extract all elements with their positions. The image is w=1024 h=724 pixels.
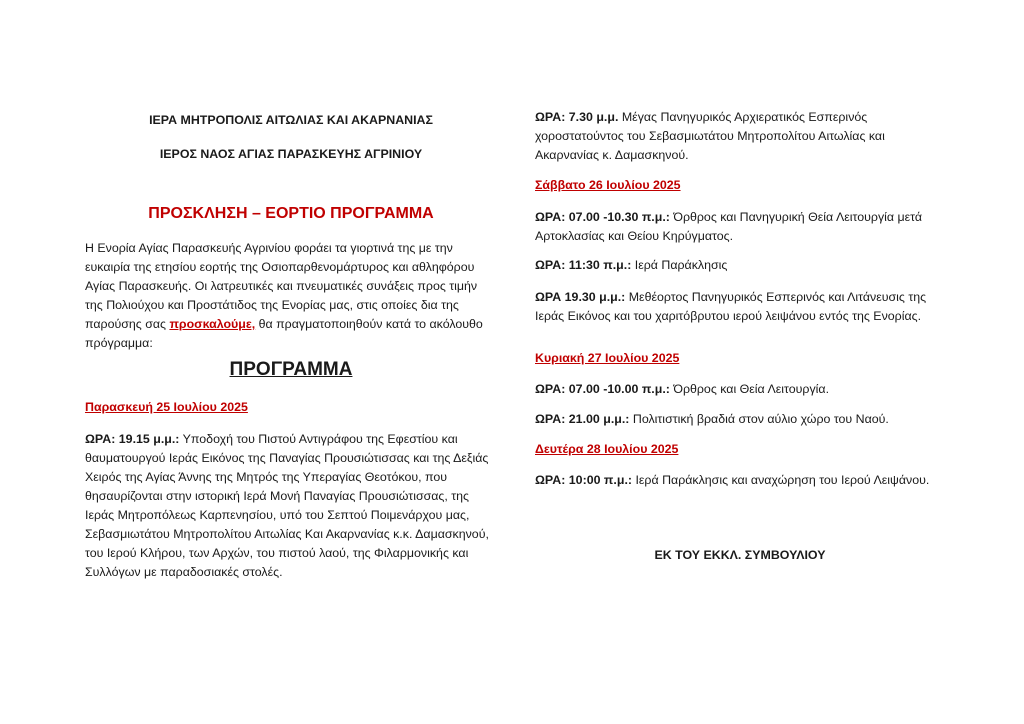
- intro-text-before: Η Ενορία Αγίας Παρασκευής Αγρινίου φοράει τα γιορτινά της με την ευκαιρία της ετησίου εορτής της Οσιοπαρθενομάρτυρος και αθληφόρου Αγίας Παρασκευής. Οι λατρευτικές και πνευματικές συνάξεις προς τιμήν της Πολιούχου και Προστάτιδος της Ενορίας μας, στις οποίες δια της παρούσης σας: [85, 241, 478, 331]
- day-header-saturday: Σάββατο 26 Ιουλίου 2025: [535, 178, 681, 192]
- schedule-entry: [535, 410, 945, 429]
- entry-text: Ιερά Παράκλησις: [631, 258, 728, 272]
- schedule-entry: [535, 471, 945, 490]
- entry-text: Όρθρος και Πανηγυρική Θεία Λειτουργία μετά Αρτοκλασίας και Θείου Κηρύγματος.: [535, 210, 923, 243]
- schedule-entry: [85, 430, 497, 582]
- schedule-entry: [535, 208, 945, 246]
- day-header-monday: Δευτέρα 28 Ιουλίου 2025: [535, 442, 679, 456]
- entry-text: Πολιτιστική βραδιά στον αύλιο χώρο του Ναού.: [629, 412, 889, 426]
- schedule-entry: [535, 380, 945, 399]
- intro-text-after: θα πραγματοποιηθούν κατά το ακόλουθο πρόγραμμα:: [85, 317, 483, 350]
- entry-time: ΩΡΑ: 7.30 μ.μ.: [535, 110, 619, 124]
- document-title: ΠΡΟΣΚΛΗΣΗ – ΕΟΡΤΙΟ ΠΡΟΓΡΑΜΜΑ: [148, 205, 434, 222]
- entry-text: Μέγας Πανηγυρικός Αρχιερατικός Εσπερινός χοροστατούντος του Σεβασμιωτάτου Μητροπολίτου Αιτωλίας και Ακαρνανίας κ. Δαμασκηνού.: [535, 110, 885, 162]
- entry-text: Μεθέορτος Πανηγυρικός Εσπερινός και Λιτάνευσις της Ιεράς Εικόνος και του χαριτόβρυτου ιερού λειψάνου εντός της Ενορίας.: [535, 290, 927, 323]
- entry-time: ΩΡΑ: 07.00 -10.00 π.μ.:: [535, 382, 670, 396]
- intro-paragraph: [85, 239, 497, 353]
- entry-text: Όρθρος και Θεία Λειτουργία.: [669, 382, 830, 396]
- signature: ΕΚ ΤΟΥ ΕΚΚΛ. ΣΥΜΒΟΥΛΙΟΥ: [654, 548, 826, 562]
- day-header-friday: Παρασκευή 25 Ιουλίου 2025: [85, 400, 248, 414]
- entry-time: ΩΡΑ: 21.00 μ.μ.:: [535, 412, 630, 426]
- day-header-sunday: Κυριακή 27 Ιουλίου 2025: [535, 351, 680, 365]
- schedule-entry: [535, 288, 945, 326]
- entry-time: ΩΡΑ: 19.15 μ.μ.:: [85, 432, 180, 446]
- intro-highlight: προσκαλούμε,: [169, 317, 256, 331]
- entry-time: ΩΡΑ: 10:00 π.μ.:: [535, 473, 633, 487]
- entry-text: Υποδοχή του Πιστού Αντιγράφου της Εφεστίου και θαυματουργού Ιεράς Εικόνος της Παναγίας Προυσιώτισσας και της Δεξιάς Χειρός της Αγίας Άννης της Μητρός της Υπεραγίας Θεοτόκου, που θησαυρίζονται στην ιστορική Ιερά Μονή Παναγίας Προυσιώτισσας, της Ιεράς Μητροπόλεως Καρπενησίου, υπό του Σεπτού Ποιμενάρχου μας, Σεβασμιωτάτου Μητροπολίτου Αιτωλίας Και Ακαρνανίας κ.κ. Δαμασκηνού, του Ιερού Κλήρου, των Αρχών, του πιστού λαού, της Φιλαρμονικής και Συλλόγων με παραδοσιακές στολές.: [85, 432, 489, 579]
- header-line-1: ΙΕΡΑ ΜΗΤΡΟΠΟΛΙΣ ΑΙΤΩΛΙΑΣ ΚΑΙ ΑΚΑΡΝΑΝΙΑΣ: [149, 113, 433, 127]
- entry-time: ΩΡΑ 19.30 μ.μ.:: [535, 290, 626, 304]
- schedule-entry: [535, 108, 945, 165]
- entry-time: ΩΡΑ: 11:30 π.μ.:: [535, 258, 632, 272]
- schedule-entry: [535, 256, 945, 275]
- program-heading: ΠΡΟΓΡΑΜΜΑ: [229, 359, 353, 380]
- entry-time: ΩΡΑ: 07.00 -10.30 π.μ.:: [535, 210, 670, 224]
- header-line-2: ΙΕΡΟΣ ΝΑΟΣ ΑΓΙΑΣ ΠΑΡΑΣΚΕΥΗΣ ΑΓΡΙΝΙΟΥ: [159, 147, 423, 161]
- entry-text: Ιερά Παράκλησις και αναχώρηση του Ιερού Λειψάνου.: [632, 473, 930, 487]
